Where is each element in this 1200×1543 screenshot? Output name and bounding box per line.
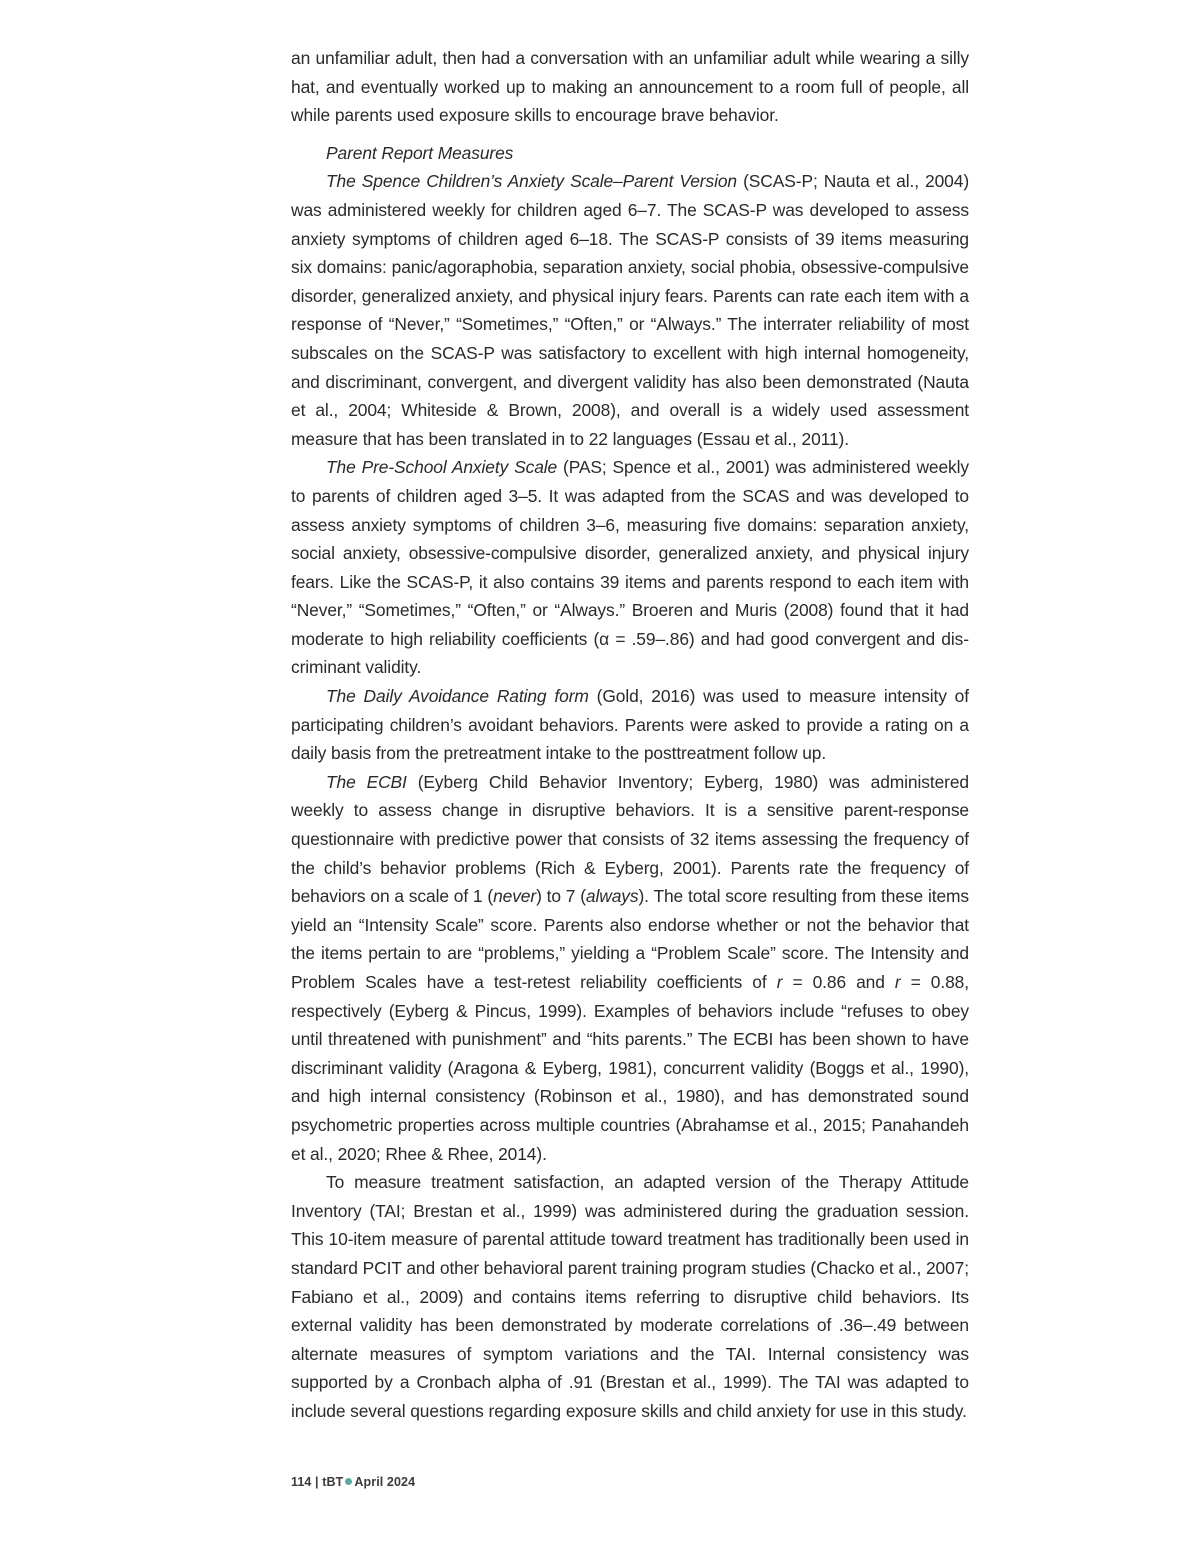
bullet-dot-icon (345, 1478, 352, 1485)
ecbi-always: always (585, 886, 639, 907)
ecbi-never: never (493, 886, 537, 907)
paragraph-scas (291, 167, 969, 453)
section-heading: Parent Report Measures (326, 142, 514, 163)
dar-body: (Gold, 2016) was used to measure intensity of participating children’s avoidant behaviors. Parents were asked to provide a rating on a daily basis from the pretreatment intake to the posttreatment follow up. (291, 686, 969, 764)
pas-body: (PAS; Spence et al., 2001) was administered weekly to parents of children aged 3–5. It was adapted from the SCAS and was developed to assess anxiety symptoms of children 3–6, measuring five domains: separation anxiety, social anxiety, obsessive-compulsive disorder, generalized anxiety, and physical injury fears. Like the SCAS-P, it also contains 39 items and parents respond to each item with “Never,” “Sometimes,” “Often,” or “Always.” Broeren and Muris (2008) found that it had moderate to high reliability coefficients (α = .59–.86) and had good convergent and discriminant validity. (291, 457, 969, 678)
article-body (291, 44, 969, 1426)
ecbi-r-2: r (894, 972, 901, 992)
ecbi-body-2: ) to 7 ( (536, 886, 586, 907)
ecbi-body-4: = 0.86 and (782, 972, 895, 992)
scas-body: (SCAS-P; Nauta et al., 2004) was administered weekly for children aged 6–7. The SCAS-P was developed to assess anxiety symptoms of children aged 6–18. The SCAS-P consists of 39 items measuring six domains: panic/agoraphobia, separation anxiety, social phobia, obsessive-compulsive disorder, generalized anxiety, and physical injury fears. Parents can rate each item with a response of “Never,” “Sometimes,” “Often,” or “Always.” The interrater reliability of most subscales on the SCAS-P was satisfactory to excellent with high internal homogeneity, and discriminant, convergent, and divergent validity has also been demonstrated (Nauta et al., 2004; Whiteside & Brown, 2008), and overall is a widely used assessment measure that has been translated in to 22 languages (Essau et al., 2011). (291, 171, 970, 449)
continuation-paragraph: an unfamiliar adult, then had a conversation with an unfamiliar adult while wearing a silly hat, and eventually worked up to making an announcement to a room full of people, all while parents used exposure skills to encourage brave behavior. (291, 48, 969, 126)
ecbi-body-3: ). The total score resulting from these items yield an “Intensity Scale” score. Parents also endorse whether or not the behavior that the items pertain to are “problems,” yielding a “Problem Scale” score. The Intensity and Problem Scales have a test-retest reliability coefficients of (291, 886, 969, 992)
ecbi-title: The ECBI (326, 771, 407, 792)
pas-title: The Pre-School Anxiety Scale (326, 457, 558, 478)
paragraph-tai: To measure treatment satisfaction, an adapted version of the Therapy Attitude Inventory (TAI; Brestan et al., 1999) was administered during the graduation session. This 10-item measure of parental attitude toward treatment has traditionally been used in standard PCIT and other behavioral parent training program studies (Chacko et al., 2007; Fabiano et al., 2009) and contains items referring to disruptive child behaviors. Its external validity has been demonstrated by moderate correlations of .36–.49 between alternate measures of symptom variations and the TAI. Internal consistency was supported by a Cronbach alpha of .91 (Brestan et al., 1999). The TAI was adapted to include several questions regarding exposure skills and child anxiety for use in this study. (291, 1172, 969, 1421)
ecbi-r-1: r (776, 972, 783, 992)
footer-separator: | (315, 1475, 319, 1489)
paragraph-pas (291, 453, 969, 682)
ecbi-body-5: = 0.88, respectively (Eyberg & Pincus, 1999). Examples of behaviors include “refuses to obey until threatened with punishment” and “hits parents.” The ECBI has been shown to have discriminant validity (Aragona & Eyberg, 1981), concurrent validity (Boggs et al., 1990), and high internal consistency (Robinson et al., 1980), and has demonstrated sound psychometric properties across multiple countries (Abrahamse et al., 2015; Panahandeh et al., 2020; Rhee & Rhee, 2014). (291, 972, 969, 1164)
paragraph-ecbi (291, 768, 969, 1168)
page-number: 114 (291, 1475, 312, 1489)
dar-title: The Daily Avoidance Rating form (326, 686, 589, 707)
issue-date: April 2024 (354, 1475, 416, 1489)
page-footer (291, 1475, 415, 1489)
journal-name: tBT (322, 1475, 344, 1489)
ecbi-body-1: (Eyberg Child Behavior Inventory; Eyberg, 1980) was administered weekly to assess change in disruptive behaviors. It is a sensitive parent-response questionnaire with predictive power that consists of 32 items assessing the frequency of the child’s behavior problems (Rich & Eyberg, 2001). Parents rate the frequency of behaviors on a scale of 1 ( (291, 771, 969, 907)
paragraph-dar (291, 682, 969, 768)
scas-title: The Spence Children’s Anxiety Scale–Parent Version (326, 171, 738, 192)
